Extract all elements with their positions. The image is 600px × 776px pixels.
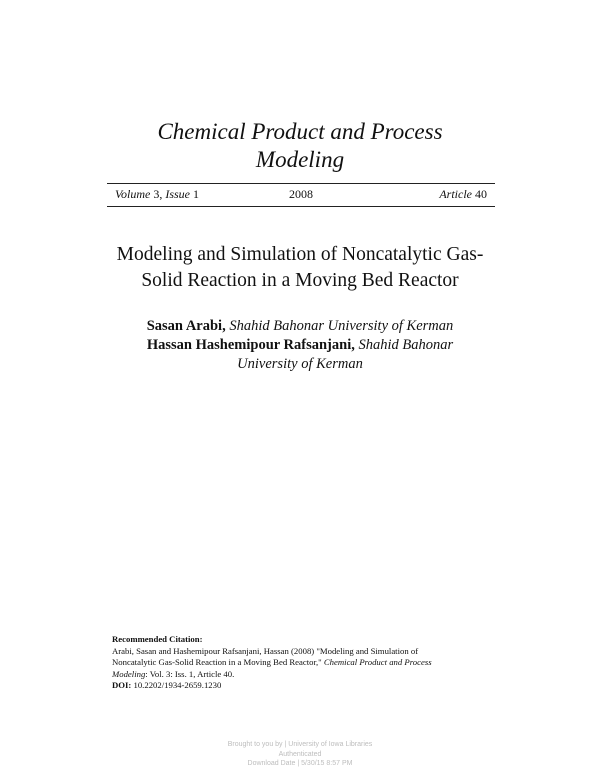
issue-info-row — [115, 186, 487, 202]
author-affiliation: Shahid Bahonar University of Kerman — [229, 318, 454, 334]
citation-line-2: Noncatalytic Gas-Solid Reaction in a Moving Bed Reactor," Chemical Product and Process — [112, 657, 432, 667]
author-line-3 — [120, 355, 480, 374]
journal-title — [0, 118, 600, 174]
citation-line-1: Arabi, Sasan and Hashemipour Rafsanjani, Hassan (2008) "Modeling and Simulation of — [112, 645, 419, 656]
paper-title — [100, 242, 500, 294]
issue-year: 2008 — [289, 187, 313, 201]
paper-title-line2: Solid Reaction in a Moving Bed Reactor — [141, 270, 459, 291]
citation-doi: DOI: 10.2202/1934-2659.1230 — [112, 680, 222, 690]
journal-title-line2: Modeling — [255, 147, 345, 172]
download-watermark: Brought to you by | University of Iowa Libraries Authenticated Download Date | 5/30/15 8:57 PM — [227, 741, 373, 767]
author-name: Sasan Arabi — [146, 318, 223, 334]
author-line-1: Sasan Arabi, Shahid Bahonar University of Kerman — [146, 318, 454, 334]
author-affiliation: Shahid Bahonar — [358, 337, 454, 353]
recommended-citation — [112, 634, 492, 692]
citation-line-3: Modeling: Vol. 3: Iss. 1, Article 40. — [112, 668, 235, 679]
paper-title-line1: Modeling and Simulation of Noncatalytic Gas- — [116, 244, 484, 265]
top-rule — [107, 183, 495, 184]
author-block — [120, 317, 480, 374]
citation-heading: Recommended Citation: — [112, 634, 203, 644]
volume-issue: Volume 3, Issue 1 — [115, 187, 199, 201]
author-name: Hassan Hashemipour Rafsanjani — [146, 337, 352, 353]
bottom-rule — [107, 206, 495, 207]
journal-title-line1: Chemical Product and Process — [157, 119, 443, 144]
author-line-2: Hassan Hashemipour Rafsanjani, Shahid Bahonar — [146, 337, 454, 353]
doi-link[interactable]: 10.2202/1934-2659.1230 — [133, 680, 222, 690]
article-number: Article 40 — [439, 187, 487, 201]
author-affiliation-cont: University of Kerman — [237, 356, 363, 372]
